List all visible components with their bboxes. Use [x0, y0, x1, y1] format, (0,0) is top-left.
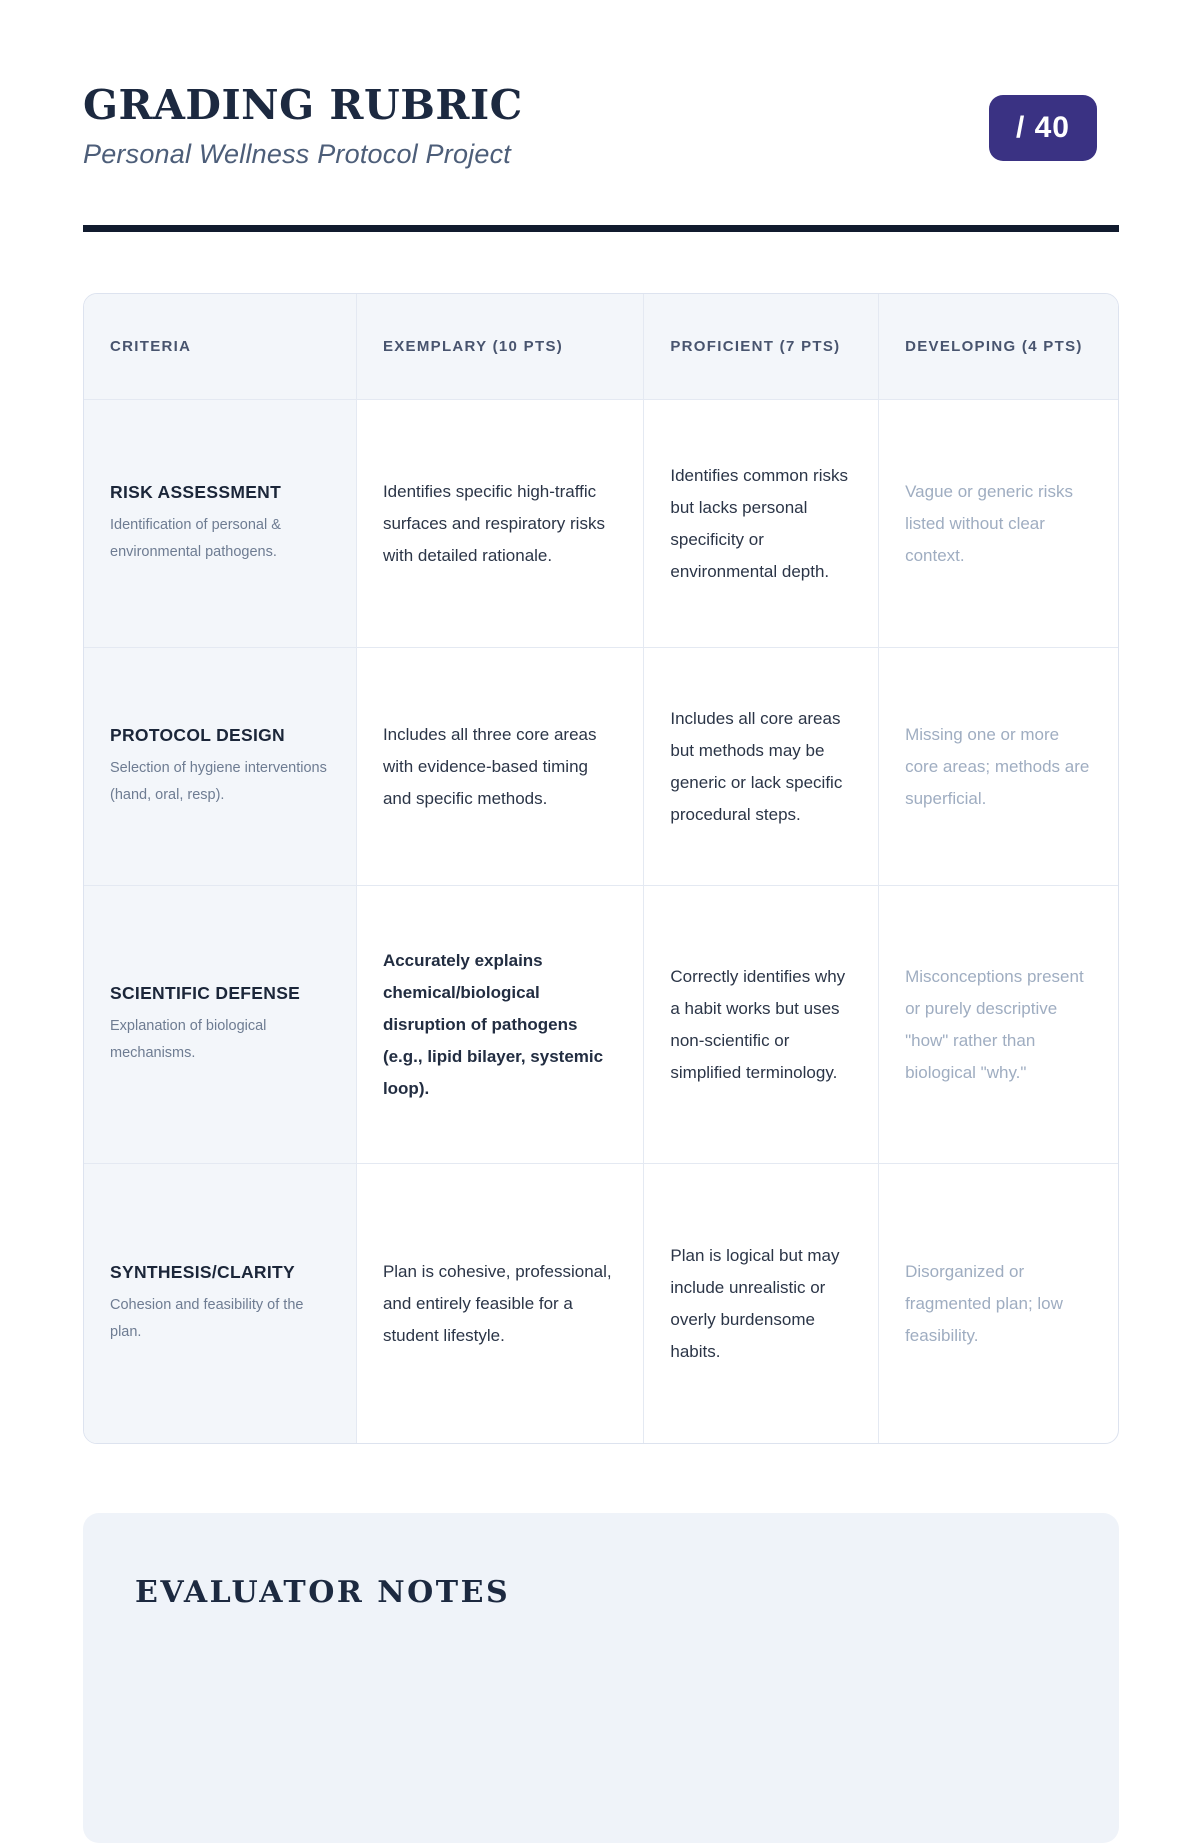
developing-cell — [878, 399, 1118, 647]
column-header-label: DEVELOPING (4 PTS) — [905, 337, 1083, 355]
developing-cell — [878, 1163, 1118, 1443]
criterion-title: SCIENTIFIC DEFENSE — [110, 982, 301, 1003]
cell-text: Vague or generic risks listed without clear context. — [905, 481, 1073, 565]
column-header-label: EXEMPLARY (10 PTS) — [382, 337, 564, 355]
header-divider — [83, 225, 1119, 232]
cell-text: Includes all core areas but methods may be generic or lack specific procedural steps. — [670, 708, 843, 824]
criterion-description: Explanation of biological mechanisms. — [110, 1017, 267, 1061]
criterion-description: Cohesion and feasibility of the plan. — [110, 1296, 304, 1340]
exemplary-cell — [356, 1163, 643, 1443]
criterion-cell-protocol-design — [84, 647, 356, 885]
developing-cell — [878, 647, 1118, 885]
criterion-cell-risk-assessment — [84, 399, 356, 647]
cell-text: Includes all three core areas with evidence-based timing and specific methods. — [382, 724, 597, 808]
rubric-table — [83, 293, 1119, 1444]
exemplary-cell — [356, 399, 643, 647]
cell-text: Correctly identifies why a habit works but uses non-scientific or simplified terminology. — [670, 966, 846, 1082]
criterion-cell-synthesis-clarity — [84, 1163, 356, 1443]
proficient-cell — [643, 1163, 878, 1443]
proficient-cell — [643, 399, 878, 647]
cell-text: Missing one or more core areas; methods are superficial. — [905, 724, 1090, 808]
score-badge: / 40 — [989, 95, 1097, 161]
column-header-developing — [878, 294, 1118, 399]
column-header-criteria — [84, 294, 356, 399]
evaluator-notes-card — [83, 1513, 1119, 1843]
criterion-description: Selection of hygiene interventions (hand, oral, resp). — [110, 759, 327, 803]
cell-text: Accurately explains chemical/biological disruption of pathogens (e.g., lipid bilayer, systemic loop). — [382, 950, 604, 1098]
page-subtitle: Personal Wellness Protocol Project — [83, 139, 511, 169]
proficient-cell — [643, 885, 878, 1163]
column-header-proficient — [643, 294, 878, 399]
developing-cell — [878, 885, 1118, 1163]
cell-text: Identifies common risks but lacks personal specificity or environmental depth. — [670, 465, 848, 581]
column-header-exemplary — [356, 294, 643, 399]
column-header-label: CRITERIA — [110, 337, 192, 355]
proficient-cell — [643, 647, 878, 885]
cell-text: Disorganized or fragmented plan; low feasibility. — [905, 1261, 1063, 1345]
evaluator-notes-heading: EVALUATOR NOTES — [135, 1575, 511, 1610]
criterion-cell-scientific-defense — [84, 885, 356, 1163]
page-title: GRADING RUBRIC — [83, 81, 523, 129]
criterion-title: RISK ASSESSMENT — [110, 481, 282, 502]
column-header-label: PROFICIENT (7 PTS) — [670, 337, 841, 355]
criterion-description: Identification of personal & environmental pathogens. — [110, 516, 281, 560]
criterion-title: PROTOCOL DESIGN — [110, 724, 285, 745]
criterion-title: SYNTHESIS/CLARITY — [110, 1261, 295, 1282]
cell-text: Plan is logical but may include unrealistic or overly burdensome habits. — [670, 1245, 840, 1361]
cell-text: Identifies specific high-traffic surfaces and respiratory risks with detailed rationale. — [382, 481, 605, 565]
cell-text: Misconceptions present or purely descriptive "how" rather than biological "why." — [905, 966, 1084, 1082]
exemplary-cell — [356, 885, 643, 1163]
cell-text: Plan is cohesive, professional, and entirely feasible for a student lifestyle. — [382, 1261, 612, 1345]
exemplary-cell — [356, 647, 643, 885]
rubric-page — [83, 0, 1119, 1843]
